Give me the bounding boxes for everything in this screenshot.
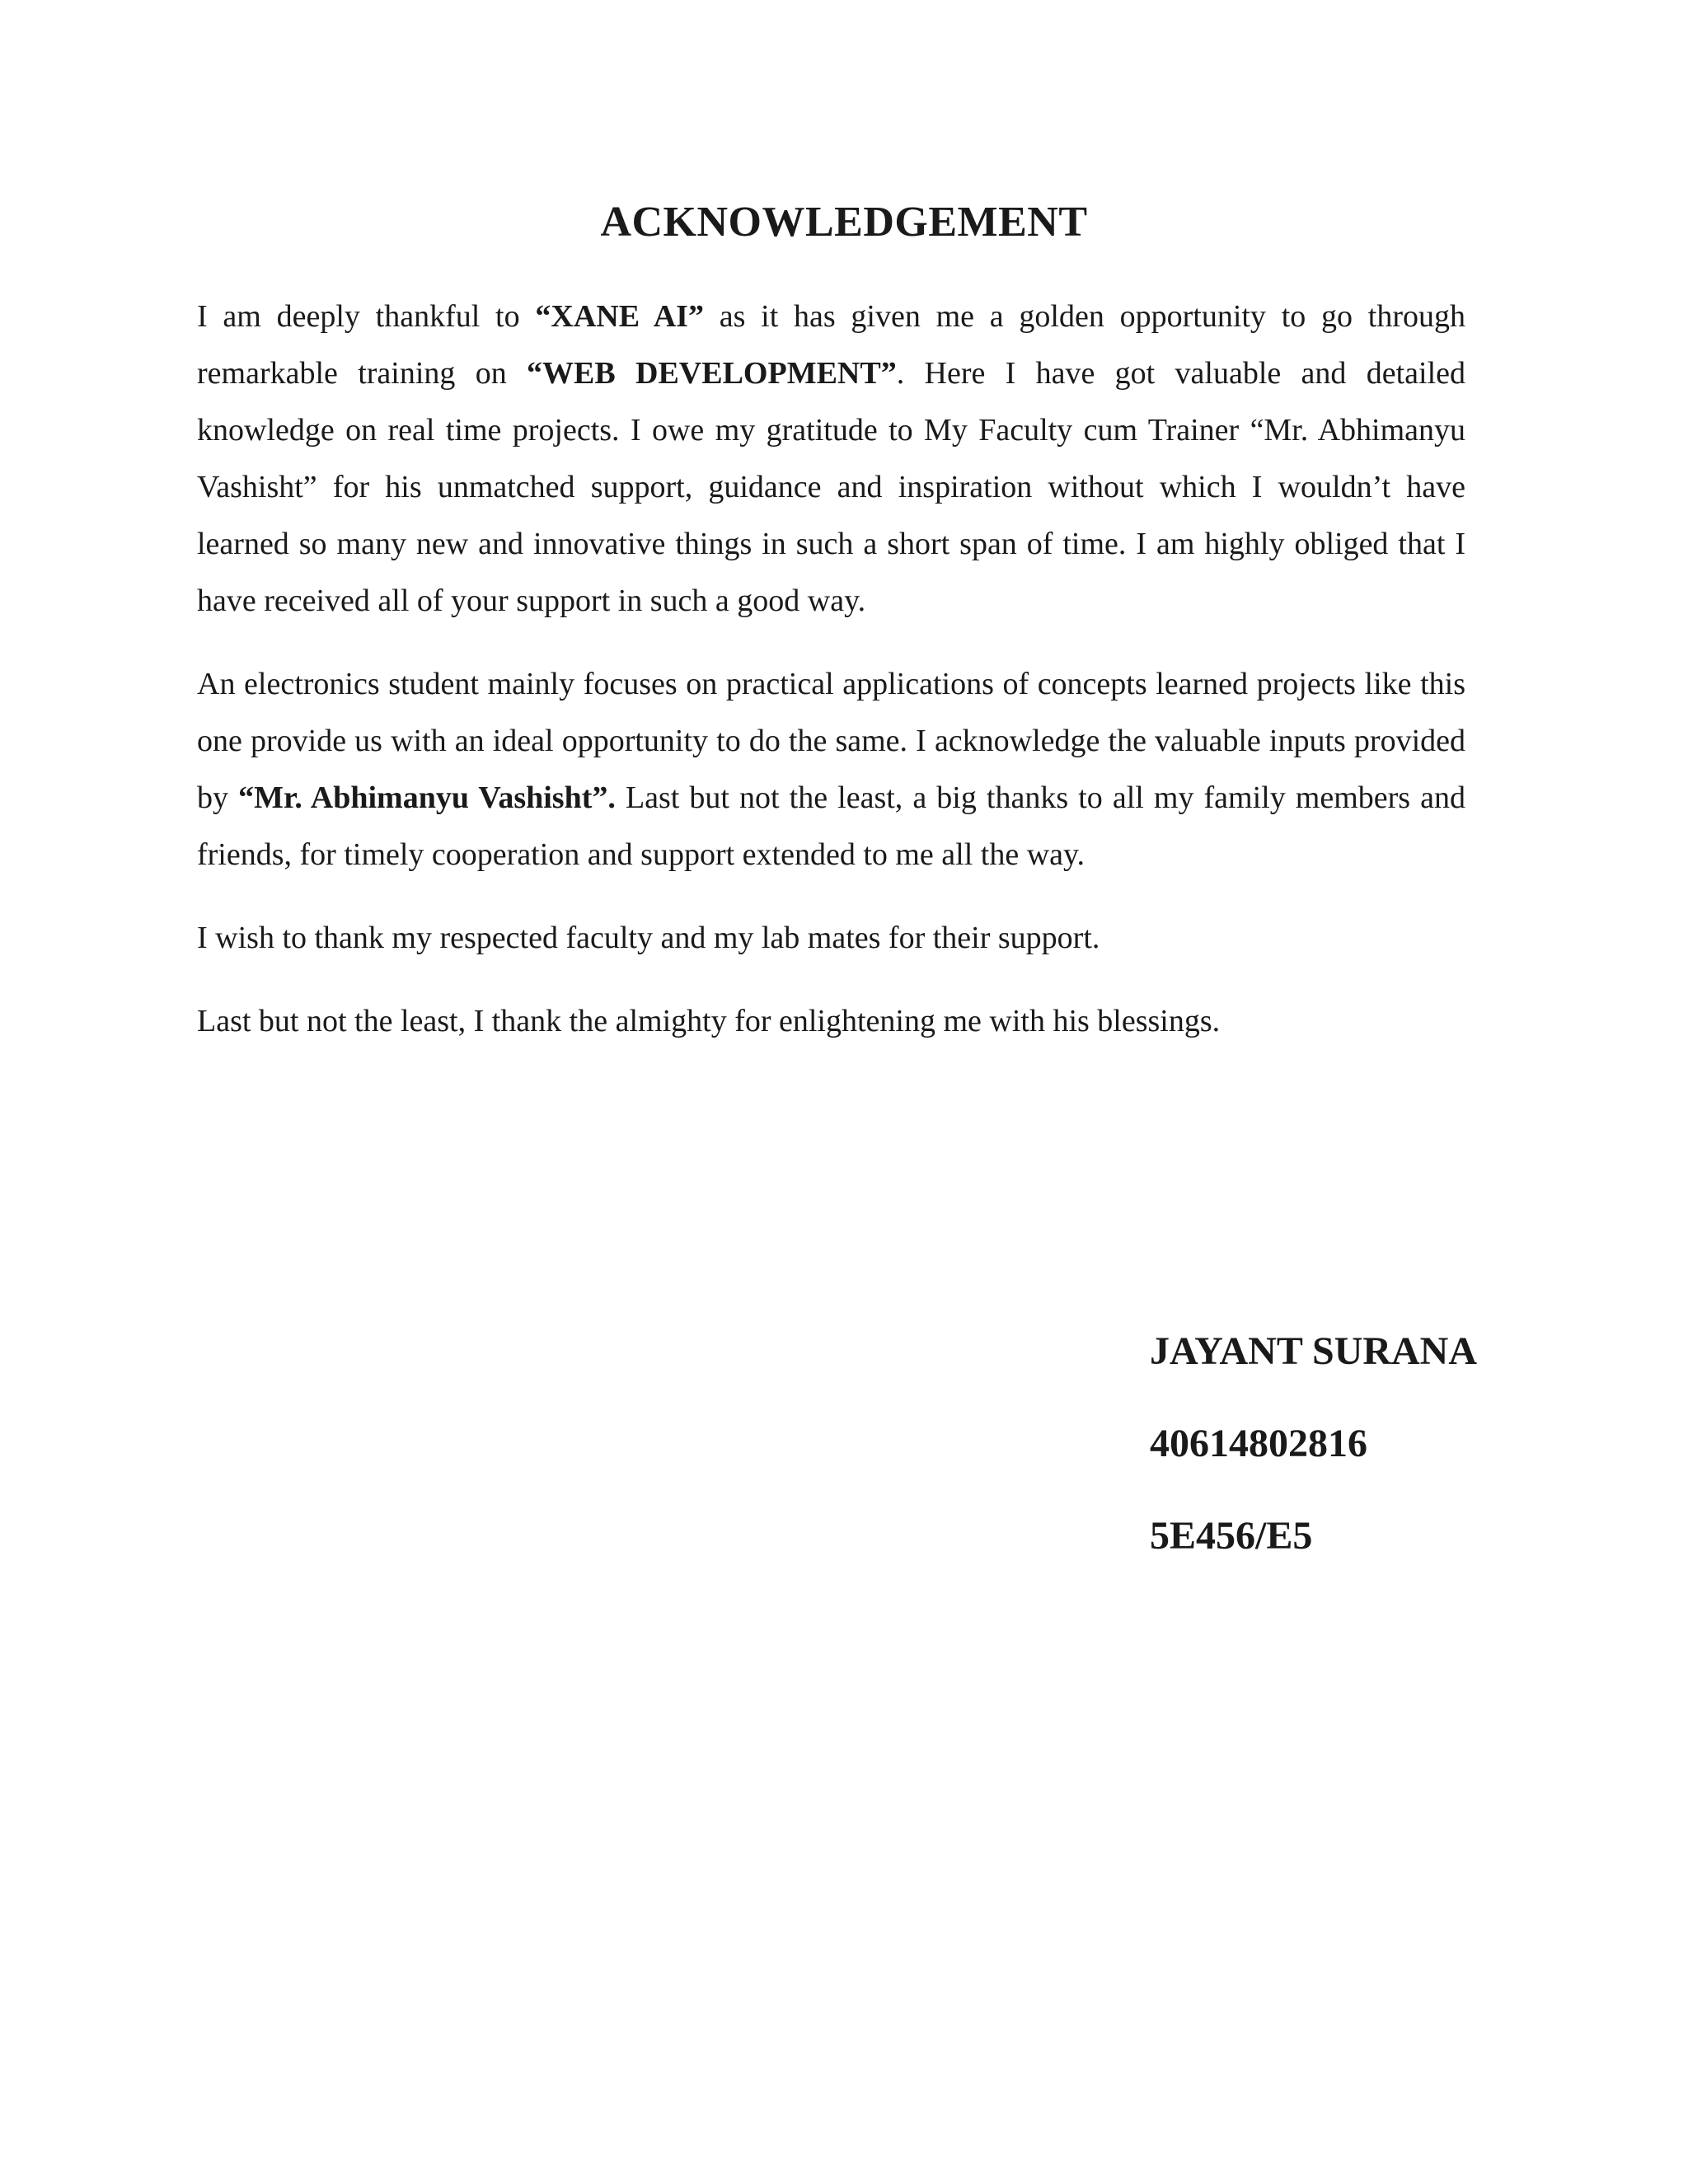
paragraph-text: . Here I have got valuable and detailed knowledge on real time projects. I owe my gratitude to My Faculty cum Trainer “Mr. Abhimanyu Vashisht” for his unmatched support, guidance and inspiration without which I wouldn’t have learned so many new and innovative things in such a short span of time. I am highly obliged that I have received all of your support in such a good way. <box>197 356 1466 618</box>
paragraph-almighty: Last but not the least, I thank the almighty for enlightening me with his blessings. <box>197 1004 1221 1038</box>
document-body <box>197 288 1465 1076</box>
page-title: ACKNOWLEDGEMENT <box>600 199 1088 246</box>
student-id: 40614802816 <box>1150 1422 1367 1465</box>
signature-block <box>1150 1327 1477 1604</box>
paragraph-faculty: I wish to thank my respected faculty and my lab mates for their support. <box>197 921 1100 955</box>
training-name: “WEB DEVELOPMENT” <box>527 356 897 391</box>
paragraph-text: Last but not the least, a big thanks to all my family members and friends, for timely cooperation and support extended to me all the way. <box>197 780 1465 872</box>
student-class: 5E456/E5 <box>1150 1514 1313 1558</box>
paragraph-text: as it has given me a golden opportunity to go through remarkable training on <box>197 299 1465 391</box>
paragraph-gratitude <box>197 288 1465 630</box>
trainer-name: “Mr. Abhimanyu Vashisht”. <box>238 780 616 815</box>
student-name: JAYANT SURANA <box>1150 1329 1478 1373</box>
paragraph-text: An electronics student mainly focuses on practical applications of concepts learned projects like this one provide us with an ideal opportunity to do the same. I acknowledge the valuable inputs provided by <box>197 667 1465 815</box>
paragraph-electronics <box>197 656 1465 883</box>
company-name: “XANE AI” <box>535 299 704 334</box>
paragraph-text: I am deeply thankful to <box>197 299 536 334</box>
